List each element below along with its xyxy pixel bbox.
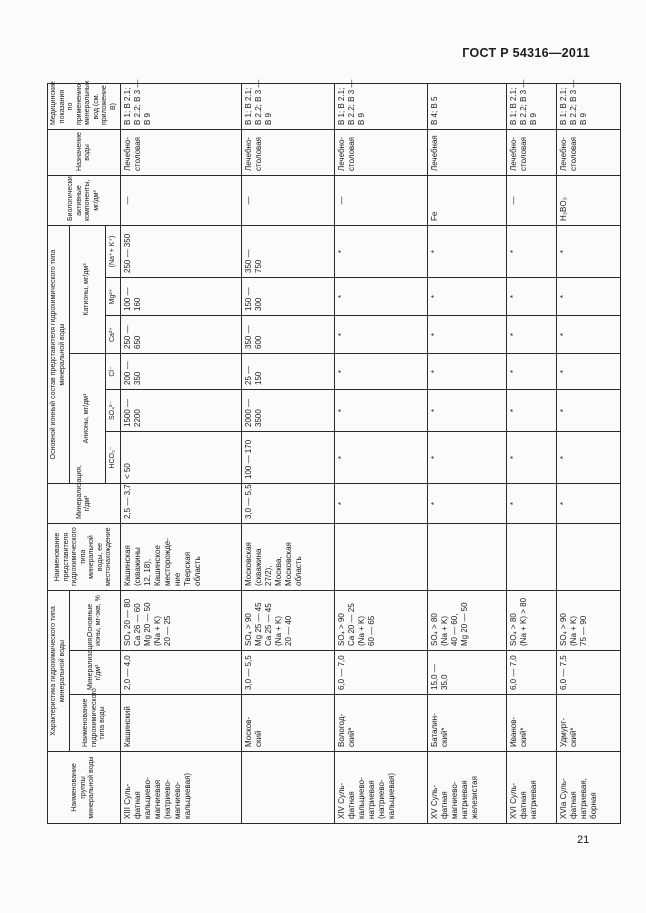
deposit-cell — [428, 524, 507, 591]
cell-line: натриевая — [528, 780, 538, 819]
cell-line: 150 — — [244, 287, 254, 311]
header-type-name: Наименование гидрохимического типа воды — [70, 695, 121, 752]
cell-line: ние — [173, 572, 182, 586]
cell-line: фатная — [440, 791, 450, 819]
cell-line: * — [430, 501, 440, 506]
cell-line: кальциево- — [357, 777, 367, 819]
so4-cell — [121, 390, 242, 432]
cell-line: область — [193, 556, 202, 586]
cell-line: XV Суль- — [430, 785, 440, 819]
cell-line: 100 — — [123, 287, 132, 311]
group-name-cell — [335, 752, 428, 824]
bioactive-cell — [335, 176, 428, 226]
mg-cell — [428, 278, 507, 316]
cell-line: * — [337, 294, 347, 299]
cl-cell — [556, 354, 620, 390]
cell-line: (натриево- — [163, 779, 172, 819]
cell-line: В 4; В 5 — [430, 96, 440, 125]
cell-line: 6,0 — 7,0 — [337, 655, 347, 690]
cell-line: * — [337, 408, 347, 413]
table-row — [556, 84, 620, 824]
cell-line: 750 — [254, 259, 264, 273]
cell-line: 35,0 — [440, 674, 450, 690]
na-k-cell — [121, 226, 242, 278]
purpose-cell — [506, 130, 556, 176]
cell-line: * — [558, 332, 568, 337]
cell-line: SO₄ > 90 — [558, 613, 568, 646]
type-name-cell — [121, 695, 242, 752]
group-name-cell — [556, 752, 620, 824]
cl-cell — [506, 354, 556, 390]
ca-cell — [556, 316, 620, 354]
hco3-cell — [556, 432, 620, 484]
bioactive-cell — [121, 176, 242, 226]
so4-cell — [242, 390, 335, 432]
group-name-cell — [506, 752, 556, 824]
bioactive-cell — [506, 176, 556, 226]
header-mg: Mg²⁺ — [105, 278, 120, 316]
header-na-k: (Na⁺+ K⁺) — [105, 226, 120, 278]
cell-line: 3,0 — 5,5 — [244, 484, 254, 519]
table-row — [335, 84, 428, 824]
cell-line: 350 — [133, 371, 142, 385]
cell-line: * — [508, 369, 518, 374]
cell-line: В 1; В 2.1; — [558, 87, 568, 125]
cell-line: (скважины — [133, 547, 142, 586]
cell-line: 6,0 — 7,0 — [508, 655, 518, 690]
cell-line: * — [558, 408, 568, 413]
mg-cell — [556, 278, 620, 316]
cell-line: — — [337, 196, 347, 205]
so4-cell — [506, 390, 556, 432]
cell-line: Лечебно- — [558, 136, 568, 171]
cell-line: В 1; В 2.1; — [123, 87, 132, 125]
header-anions: Анионы, мг/дм³ — [70, 354, 106, 484]
cell-line: 3500 — [254, 409, 264, 427]
ca-cell — [335, 316, 428, 354]
cell-line: Баталин- — [430, 713, 440, 747]
cell-line: В 9 — [143, 112, 152, 125]
header-ionic-composition: Основной ионный состав представителя гидрохимического типа минеральной воды — [48, 226, 70, 484]
cell-line: SO₄ > 90 — [244, 613, 254, 646]
cell-line: 1500 — — [123, 398, 132, 427]
cl-cell — [242, 354, 335, 390]
ca-cell — [121, 316, 242, 354]
cell-line: 350 — — [244, 249, 254, 273]
mineralization-2-cell — [121, 484, 242, 524]
bioactive-cell — [556, 176, 620, 226]
cell-line: фатная — [347, 791, 357, 819]
cell-line: магниево- — [173, 781, 182, 819]
cl-cell — [428, 354, 507, 390]
cell-line: 60 — 65 — [367, 615, 377, 646]
header-group-name: Наименование группы минеральной воды — [48, 752, 121, 824]
mg-cell — [506, 278, 556, 316]
so4-cell — [556, 390, 620, 432]
deposit-cell — [121, 524, 242, 591]
cell-line: (скважина — [254, 548, 264, 586]
group-name-cell — [428, 752, 507, 824]
type-name-cell — [335, 695, 428, 752]
cell-line: Удмурт- — [558, 717, 568, 747]
cell-line: 27/2), — [264, 565, 274, 586]
cell-line: магниево- — [450, 781, 460, 819]
cell-line: натриевая, — [578, 778, 588, 819]
hco3-cell — [242, 432, 335, 484]
cell-line: фатная — [133, 791, 142, 819]
cell-line: 25 — — [244, 365, 254, 385]
deposit-cell — [242, 524, 335, 591]
cell-line: (Na + K) — [568, 615, 578, 646]
cell-line: борная — [588, 792, 598, 819]
cell-line: Ca 26 — 60 — [133, 603, 142, 646]
bioactive-cell — [428, 176, 507, 226]
cell-line: XIII Суль- — [123, 783, 132, 819]
cell-line: * — [337, 369, 347, 374]
ca-cell — [242, 316, 335, 354]
cell-line: ский* — [440, 727, 450, 747]
cell-line: * — [337, 501, 347, 506]
mg-cell — [121, 278, 242, 316]
cell-line: * — [558, 249, 568, 254]
header-characteristics: Характеристика гидрохимического типа минеральной воды — [48, 591, 70, 752]
cell-line: Лечебно- — [337, 136, 347, 171]
cell-line: Mg 20 — 50 — [460, 602, 470, 646]
mineralization-2-cell — [335, 484, 428, 524]
hco3-cell — [121, 432, 242, 484]
purpose-cell — [242, 130, 335, 176]
cell-line: Московская — [244, 542, 254, 586]
cell-line: месторожде- — [163, 538, 172, 586]
group-name-cell — [242, 752, 335, 824]
cell-line: 350 — — [244, 325, 254, 349]
cell-line: Лечебная — [430, 135, 440, 171]
cell-line: 20 — 25 — [163, 615, 172, 646]
cell-line: * — [337, 249, 347, 254]
cell-line: * — [508, 332, 518, 337]
cell-line: столовая — [347, 137, 357, 171]
deposit-cell — [335, 524, 428, 591]
cell-line: натриевая — [460, 780, 470, 819]
header-ca: Ca²⁺ — [105, 316, 120, 354]
cell-line: (Na + K) > 80 — [518, 597, 528, 646]
cell-line: Москва, — [274, 556, 284, 586]
header-main-ions: Основные ионы, мг-экв, % — [70, 591, 121, 651]
cell-line: Лечебно- — [123, 136, 132, 171]
cell-line: * — [558, 294, 568, 299]
hco3-cell — [335, 432, 428, 484]
cl-cell — [335, 354, 428, 390]
indications-cell — [428, 84, 507, 130]
mineralization-cell — [335, 651, 428, 695]
cell-line: * — [430, 408, 440, 413]
cell-line: Кашинский — [123, 706, 132, 747]
cell-line: 100 — 170 — [244, 439, 254, 479]
main-ions-cell — [556, 591, 620, 651]
cell-line: 160 — [133, 297, 142, 311]
mineralization-cell — [121, 651, 242, 695]
cell-line: Кашинское — [153, 545, 162, 586]
cell-line: Вологод- — [337, 713, 347, 747]
indications-cell — [335, 79, 428, 130]
cell-line: 6,0 — 7,5 — [558, 655, 568, 690]
mineralization-cell — [428, 651, 507, 695]
page-number: 21 — [577, 834, 590, 846]
cell-line: столовая — [518, 137, 528, 171]
cell-line: 20 — 40 — [284, 615, 294, 646]
cell-line: В 9 — [357, 112, 367, 125]
header-indications: Медицинские показания по применению минеральных вод (см. приложение В) — [48, 84, 121, 130]
hco3-cell — [506, 432, 556, 484]
cell-line: 300 — [254, 297, 264, 311]
cell-line: 600 — [254, 335, 264, 349]
cell-line: столовая — [254, 137, 264, 171]
cell-line: * — [508, 455, 518, 460]
header-row-1 — [48, 84, 70, 824]
cell-line: 40 — 60, — [450, 613, 460, 646]
cell-line: Москов- — [244, 716, 254, 747]
cell-line: SO₄ > 90 — [337, 613, 347, 646]
cell-line: 250 — 350 — [123, 233, 132, 273]
ca-cell — [506, 316, 556, 354]
type-name-cell — [242, 695, 335, 752]
cell-line: кальциевая) — [387, 772, 397, 819]
cell-line: В 2.2; В 3 — — [254, 79, 264, 125]
cell-line: фатная — [518, 791, 528, 819]
hco3-cell — [428, 432, 507, 484]
cell-line: В 2.2; В 3 — — [518, 79, 528, 125]
cell-line: В 9 — [578, 112, 588, 125]
header-bioactive: Биологически активные компоненты, мг/дм³ — [48, 176, 121, 226]
cell-line: ский* — [347, 727, 357, 747]
mineralization-2-cell — [242, 484, 335, 524]
type-name-cell — [556, 695, 620, 752]
so4-cell — [428, 390, 507, 432]
main-ions-cell — [335, 591, 428, 651]
na-k-cell — [428, 226, 507, 278]
cell-line: Тверская — [183, 551, 192, 586]
cell-line: * — [430, 369, 440, 374]
standard-number: ГОСТ Р 54316—2011 — [462, 46, 590, 60]
cell-line: Лечебно- — [244, 136, 254, 171]
cell-line: столовая — [133, 137, 142, 171]
indications-cell — [506, 79, 556, 130]
header-deposit: Наименование представителя гидрохимического типа минеральной воды, ее местонахождение — [48, 524, 121, 591]
cell-line: ский* — [518, 727, 528, 747]
cell-line: область — [294, 556, 304, 586]
cell-line: кальциево- — [143, 777, 152, 819]
cell-line: В 1; В 2.1; — [244, 87, 254, 125]
cell-line: Mg 20 — 50 — [143, 602, 152, 646]
main-ions-cell — [242, 591, 335, 651]
header-cations: Катионы, мг/дм³ — [70, 226, 106, 354]
table-row — [121, 84, 242, 824]
na-k-cell — [242, 226, 335, 278]
indications-cell — [242, 79, 335, 130]
cell-line: 75 — 90 — [578, 615, 588, 646]
cell-line: 2,0 — 4,0 — [123, 655, 132, 690]
cell-line: ский — [254, 730, 264, 747]
cell-line: В 1; В 2.1; — [337, 87, 347, 125]
header-mineralization: Минерализация, г/дм³ — [70, 651, 121, 695]
mineralization-cell — [506, 651, 556, 695]
cell-line: В 2.2; В 3 — — [568, 79, 578, 125]
mineralization-2-cell — [506, 484, 556, 524]
rotated-table-wrapper — [47, 79, 598, 824]
bioactive-cell — [242, 176, 335, 226]
cell-line: 650 — [133, 335, 142, 349]
cell-line: Fe — [430, 211, 440, 221]
deposit-cell — [506, 524, 556, 591]
cell-line: В 2.2; В 3 — — [133, 79, 142, 125]
ca-cell — [428, 316, 507, 354]
so4-cell — [335, 390, 428, 432]
cell-line: SO₄ 20 — 80 — [123, 598, 132, 646]
indications-cell — [556, 79, 620, 130]
cell-line: 2200 — [133, 409, 142, 427]
cell-line: XIV Суль- — [337, 782, 347, 819]
cell-line: В 9 — [528, 112, 538, 125]
cell-line: Ca 25 — 45 — [264, 603, 274, 646]
cl-cell — [121, 354, 242, 390]
table-row — [428, 84, 507, 824]
cell-line: — — [244, 196, 254, 205]
cell-line: * — [430, 249, 440, 254]
cell-line: 2,5 — 3,7 — [123, 484, 132, 519]
cell-line: * — [430, 294, 440, 299]
cell-line: * — [558, 501, 568, 506]
mineralization-2-cell — [428, 484, 507, 524]
cell-line: ский* — [568, 727, 578, 747]
cell-line: Кашинская — [123, 545, 132, 586]
purpose-cell — [121, 130, 242, 176]
cell-line: 2000 — — [244, 398, 254, 427]
deposit-cell — [556, 524, 620, 591]
cell-line: (Na + K) — [274, 615, 284, 646]
cell-line: фатная — [568, 791, 578, 819]
cell-line: 150 — [254, 371, 264, 385]
main-ions-cell — [428, 591, 507, 651]
cell-line: (натриево- — [377, 779, 387, 819]
type-name-cell — [428, 695, 507, 752]
cell-line: — — [508, 196, 518, 205]
cell-line: натриевая — [367, 780, 377, 819]
cell-line: * — [508, 501, 518, 506]
cell-line: столовая — [568, 137, 578, 171]
cell-line: Лечебно- — [508, 136, 518, 171]
cell-line: 200 — — [123, 361, 132, 385]
type-name-cell — [506, 695, 556, 752]
header-cl: Cl⁻ — [105, 354, 120, 390]
header-mineralization-2: Минерализация, г/дм³ — [48, 484, 121, 524]
cell-line: * — [508, 249, 518, 254]
header-hco3: HCO₃⁻ — [105, 432, 120, 484]
purpose-cell — [556, 130, 620, 176]
cell-line: железистая — [470, 776, 480, 819]
table-body — [121, 79, 621, 824]
cell-line: (Na + K) — [153, 615, 162, 646]
mineralization-2-cell — [556, 484, 620, 524]
na-k-cell — [556, 226, 620, 278]
cell-line: * — [430, 455, 440, 460]
cell-line: кальциевая) — [183, 772, 192, 819]
group-name-cell — [121, 752, 242, 824]
cell-line: XVIa Суль- — [558, 778, 568, 819]
cell-line: Иванов- — [508, 716, 518, 747]
cell-line: Московская — [284, 542, 294, 586]
purpose-cell — [335, 130, 428, 176]
purpose-cell — [428, 130, 507, 176]
cell-line: 15,0 — — [430, 664, 440, 690]
cell-line: * — [430, 332, 440, 337]
cell-line: — — [123, 196, 132, 205]
mg-cell — [242, 278, 335, 316]
cell-line: (Na + K) — [440, 615, 450, 646]
cell-line: В 1; В 2.1; — [508, 87, 518, 125]
cell-line: Mg 25 — 45 — [254, 602, 264, 646]
cell-line: * — [337, 455, 347, 460]
na-k-cell — [335, 226, 428, 278]
na-k-cell — [506, 226, 556, 278]
cell-line: * — [508, 408, 518, 413]
cell-line: XVI Суль- — [508, 782, 518, 819]
cell-line: SO₄ > 80 — [430, 613, 440, 646]
cell-line: В 9 — [264, 112, 274, 125]
cell-line: SO₄ > 80 — [508, 613, 518, 646]
header-so4: SO₄²⁻ — [105, 390, 120, 432]
indications-cell — [121, 79, 242, 130]
cell-line: 3,0 — 5,5 — [244, 655, 254, 690]
cell-line: H₃BO₃ — [558, 197, 568, 221]
cell-line: * — [558, 455, 568, 460]
table-row — [242, 84, 335, 824]
mg-cell — [335, 278, 428, 316]
mineralization-cell — [556, 651, 620, 695]
header-purpose: Назначение воды — [48, 130, 121, 176]
cell-line: 12, 18), — [143, 558, 152, 586]
main-ions-cell — [121, 591, 242, 651]
cell-line: В 2.2; В 3 — — [347, 79, 357, 125]
table-row — [506, 84, 556, 824]
cell-line: * — [337, 332, 347, 337]
mineral-water-table — [47, 79, 621, 824]
mineralization-cell — [242, 651, 335, 695]
cell-line: * — [508, 294, 518, 299]
cell-line: (Na + K) — [357, 615, 367, 646]
cell-line: магниевая — [153, 779, 162, 819]
cell-line: * — [558, 369, 568, 374]
cell-line: < 50 — [123, 463, 132, 479]
cell-line: Ca 20 — 25 — [347, 603, 357, 646]
main-ions-cell — [506, 591, 556, 651]
cell-line: 250 — — [123, 325, 132, 349]
